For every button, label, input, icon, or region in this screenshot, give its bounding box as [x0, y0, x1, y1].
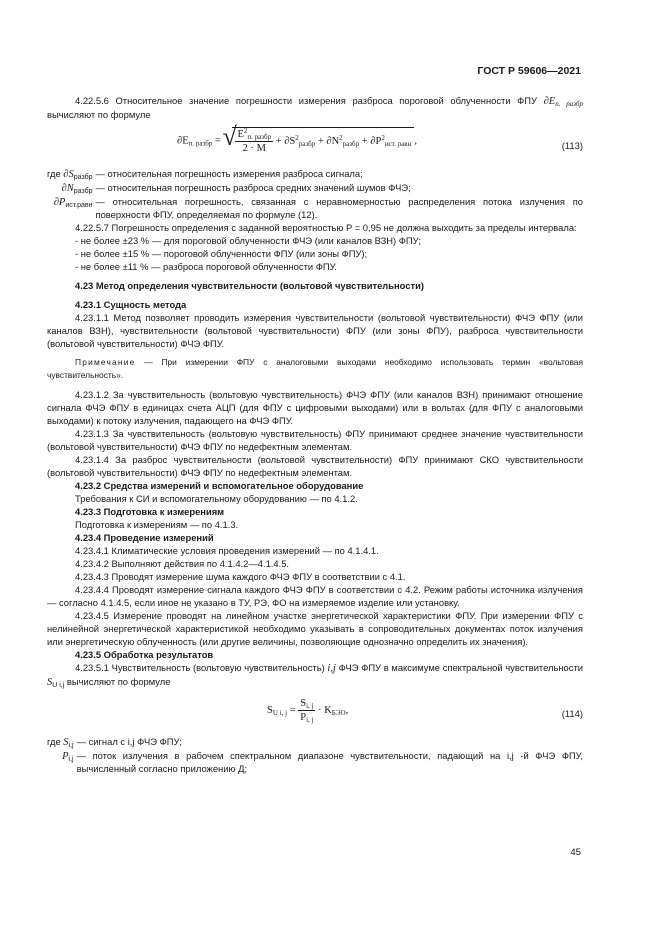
limit-item: - не более ±11 % — разброса пороговой облученности ФПУ.: [75, 261, 337, 272]
paragraph-4-23-5-1: 4.23.5.1 Чувствительность (вольтовую чувствительность) i,j ФЧЭ ФПУ в максимуме спектральной чувствительности $S_{U i,j}$ вычисляют по формуле: [47, 662, 583, 689]
formula-number-113: (113): [561, 140, 583, 151]
paragraph-4-23-1-1: 4.23.1.1 Метод позволяет проводить измерения чувствительности (вольтовой чувствительности) ФЧЭ ФПУ (или каналов ВЗН), чувствительности (вольтовой чувствительности) ФПУ (или зоны ФПУ), разброса чувствительности (вольтовой чувствительности) ФЧЭ ФПУ.: [47, 312, 583, 349]
paragraph-4-23-4-1: 4.23.4.1 Климатические условия проведения измерений — по 4.1.4.1.: [75, 545, 379, 556]
paragraph-4-22-5-6: 4.22.5.6 Относительное значение погрешности измерения разброса пороговой облученности ФПУ $\partial E_{п. разбр}$ вычисляют по формуле: [47, 95, 583, 120]
section-heading-4-23-4: 4.23.4 Проведение измерений: [75, 532, 214, 543]
section-heading-4-23-5: 4.23.5 Обработка результатов: [75, 649, 214, 660]
note: Примечание — При измерении ФПУ с аналоговыми выходами необходимо использовать термин «вольтовая чувствительность».: [47, 357, 583, 380]
paragraph-4-23-1-3: 4.23.1.3 За чувствительность (вольтовую чувствительность) ФПУ принимают среднее значение чувствительности (вольтовой чувствительности) ФЧЭ ФПУ по недефектным элементам.: [47, 428, 583, 452]
page-number: 45: [570, 847, 581, 858]
section-heading-4-23-1: 4.23.1 Сущность метода: [75, 299, 187, 310]
section-heading-4-23-2: 4.23.2 Средства измерений и вспомогательное оборудование: [75, 480, 364, 491]
where-list-113: где $\partial S_{разбр}$ — относительная погрешность измерения разброса сигнала; $\partial N_{разбр}$ — относительная погрешность разброса средних значений шумов ФЧЭ; $\partial P_{ист.равн}$ — относительная погрешность, связанная с неравномерностью распределения потока излучения по поверхности ФПУ, определяемая по формуле (12).: [47, 168, 583, 220]
paragraph-4-23-4-2: 4.23.4.2 Выполняют действия по 4.1.4.2—4.1.4.5.: [75, 558, 290, 569]
paragraph-4-23-2: Требования к СИ и вспомогательному оборудованию — по 4.1.2.: [75, 493, 358, 504]
paragraph-4-23-1-4: 4.23.1.4 За разброс чувствительности (вольтовой чувствительности) ФПУ принимают СКО чувствительности (вольтовой чувствительности) ФЧЭ ФПУ по недефектным элементам.: [47, 454, 583, 478]
limit-item: - не более ±15 % — пороговой облученности ФПУ (или зоны ФПУ);: [75, 248, 368, 259]
formula-113: $\partial E_{п. разбр}$ = √ $\frac{E^2_{п. разбр}}{2 \cdot M}$ + $\partial S^2_{разбр} + \partial N^2_{разбр} + \partial P^2_{ист. равн}$ , (113): [47, 127, 583, 163]
symbol-dE: $\partial E_{п. разбр}$: [543, 96, 583, 108]
section-heading-4-23-3: 4.23.3 Подготовка к измерениям: [75, 506, 225, 517]
formula-number-114: (114): [561, 708, 583, 719]
document-header: ГОСТ Р 59606—2021: [477, 65, 581, 77]
paragraph-4-23-4-3: 4.23.4.3 Проводят измерение шума каждого ФЧЭ ФПУ в соответствии с 4.1.: [75, 571, 406, 582]
section-heading-4-23: 4.23 Метод определения чувствительности (вольтовой чувствительности): [75, 280, 424, 291]
paragraph-4-23-4-5: 4.23.4.5 Измерение проводят на линейном участке энергетической характеристики ФПУ. При измерении ФПУ с нелинейной энергетической характеристикой необходимо указывать в сопроводительных документах поток излучения или энергетическую облученность (или другие величины, позволяющие однозначно определить их значения).: [47, 610, 583, 647]
paragraph-4-22-5-7: 4.22.5.7 Погрешность определения с заданной вероятностью P = 0,95 не должна выходить за пределы интервала:: [75, 222, 577, 233]
where-list-114: где $S_{i,j}$ — сигнал с i,j ФЧЭ ФПУ; $P_{i,j}$ — поток излучения в рабочем спектральном диапазоне чувствительности, падающий на i,j -й ФЧЭ ФПУ, вычисленный согласно приложению Д;: [47, 736, 583, 774]
formula-114: $S_{U i, j}$ = $\frac{S_{i, j}}{P_{i, j}}$ · $K_{БЭО}$, (114): [267, 698, 583, 724]
paragraph-4-23-3: Подготовка к измерениям — по 4.1.3.: [75, 519, 239, 530]
paragraph-4-23-4-4: 4.23.4.4 Проводят измерение сигнала каждого ФЧЭ ФПУ в соответствии с 4.2. Режим работы источника излучения — согласно 4.1.4.5, если иное не указано в ТУ, РЭ, ФО на измеряемое изделие или установку.: [47, 584, 583, 608]
paragraph-4-23-1-2: 4.23.1.2 За чувствительность (вольтовую чувствительность) ФЧЭ ФПУ (или каналов ВЗН) принимают отношение сигнала ФЧЭ ФПУ в единицах счета АЦП (для ФПУ с цифровыми выходами) или в вольтах (для ФПУ с аналоговыми выходами) к потоку излучения, падающего на ФЧЭ ФПУ.: [47, 389, 583, 426]
limit-item: - не более ±23 % — для пороговой облученности ФЧЭ (или каналов ВЗН) ФПУ;: [75, 235, 421, 246]
page-content: [47, 94, 583, 775]
